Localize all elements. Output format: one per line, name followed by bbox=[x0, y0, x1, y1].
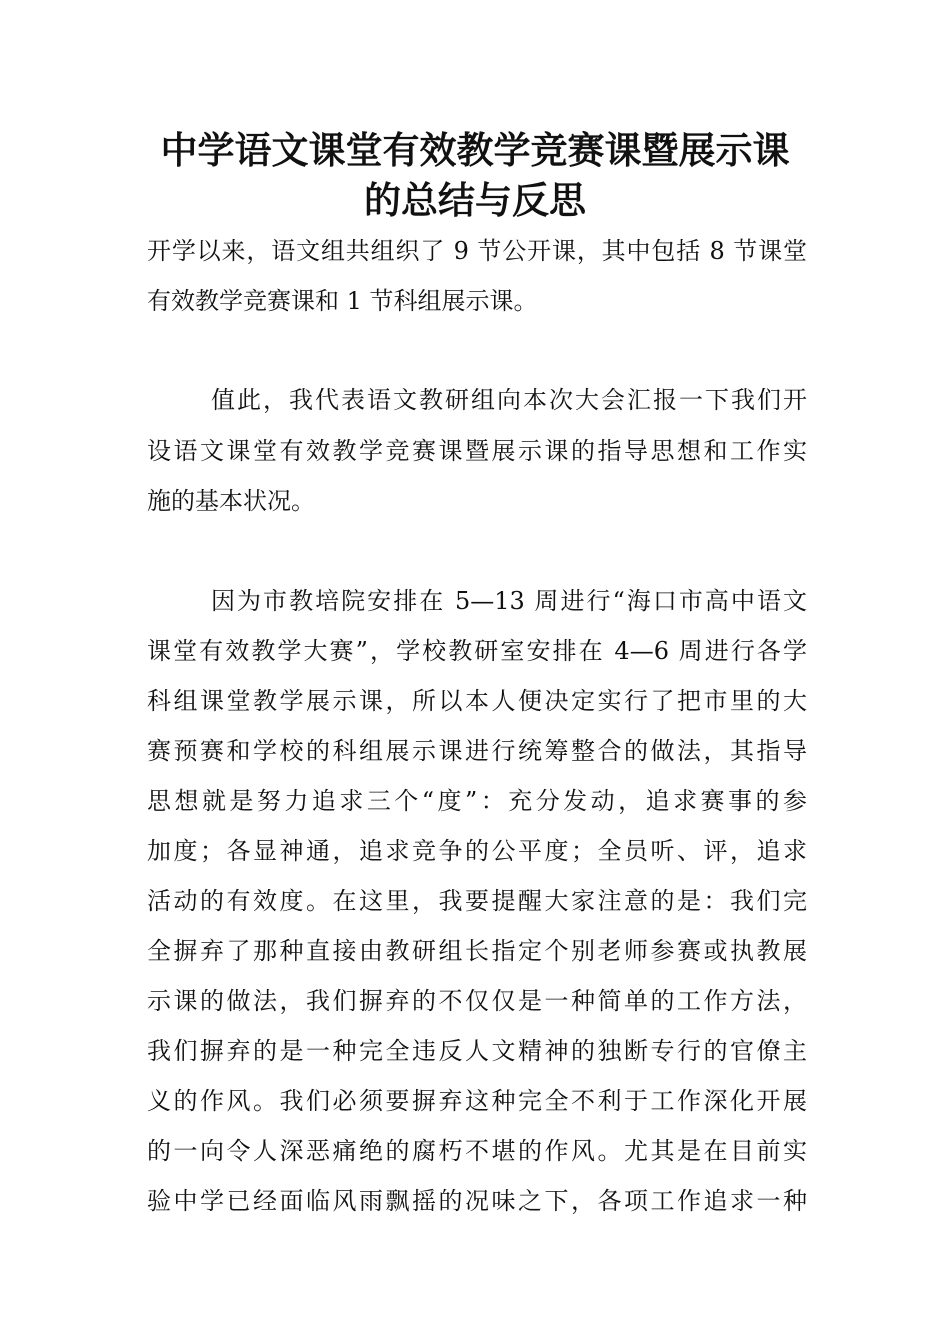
text-line: 开学以来，语文组共组织了 9 节公开课，其中包括 8 节课堂 bbox=[147, 237, 807, 265]
text-line: 施的基本状况。 bbox=[147, 487, 315, 515]
text-line: 活动的有效度。在这里，我要提醒大家注意的是：我们完 bbox=[147, 887, 807, 915]
text-line: 思想就是努力追求三个“度”：充分发动，追求赛事的参 bbox=[147, 787, 807, 815]
text-line: 课堂有效教学大赛”，学校教研室安排在 4—6 周进行各学 bbox=[147, 637, 807, 665]
text-line: 科组课堂教学展示课，所以本人便决定实行了把市里的大 bbox=[147, 687, 807, 715]
document-title-line-1: 中学语文课堂有效教学竞赛课暨展示课 bbox=[160, 129, 790, 172]
text-line: 加度；各显神通，追求竞争的公平度；全员听、评，追求 bbox=[147, 837, 807, 865]
text-line: 义的作风。我们必须要摒弃这种完全不利于工作深化开展 bbox=[147, 1087, 807, 1115]
text-line: 赛预赛和学校的科组展示课进行统筹整合的做法，其指导 bbox=[147, 737, 807, 765]
text-line: 全摒弃了那种直接由教研组长指定个别老师参赛或执教展 bbox=[147, 937, 807, 965]
text-line: 有效教学竞赛课和 1 节科组展示课。 bbox=[147, 287, 538, 315]
text-line: 因为市教培院安排在 5—13 周进行“海口市高中语文 bbox=[211, 587, 807, 615]
text-line: 示课的做法，我们摒弃的不仅仅是一种简单的工作方法， bbox=[147, 987, 807, 1015]
text-line: 值此，我代表语文教研组向本次大会汇报一下我们开 bbox=[211, 386, 807, 414]
text-line: 的一向令人深恶痛绝的腐朽不堪的作风。尤其是在目前实 bbox=[147, 1137, 807, 1165]
text-line: 设语文课堂有效教学竞赛课暨展示课的指导思想和工作实 bbox=[147, 437, 807, 465]
document-title-line-2: 的总结与反思 bbox=[364, 179, 586, 222]
text-line: 我们摒弃的是一种完全违反人文精神的独断专行的官僚主 bbox=[147, 1037, 807, 1065]
text-line: 验中学已经面临风雨飘摇的况味之下，各项工作追求一种 bbox=[147, 1187, 807, 1215]
